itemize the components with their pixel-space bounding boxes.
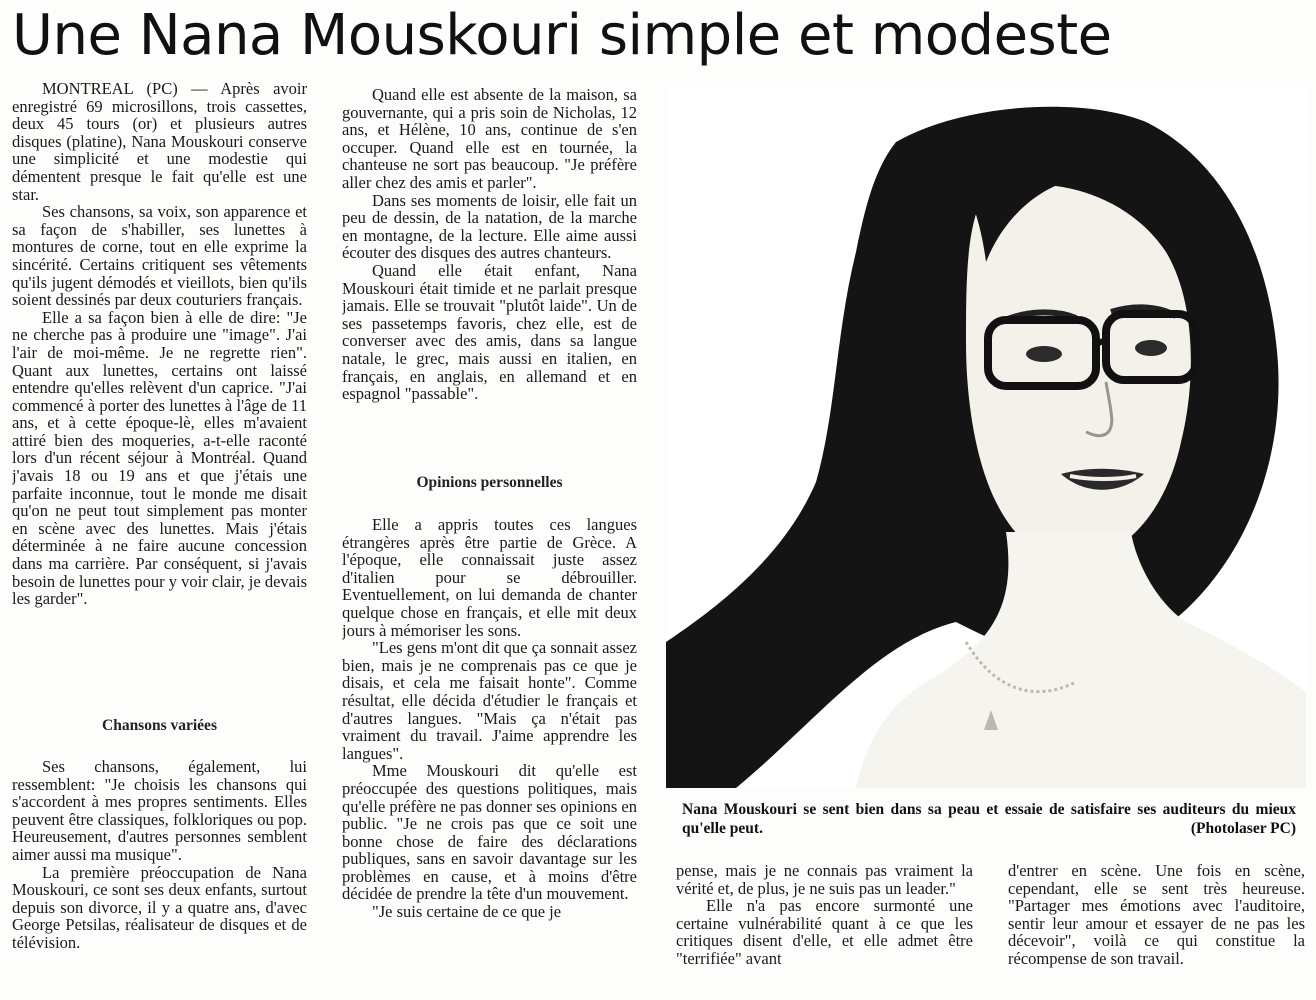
paragraph: Elle n'a pas encore surmonté une certaine vulnérabilité quant à ce que les critiques disent d'elle, et elle admet être "terrifiée" avant <box>676 896 973 968</box>
paragraph: "Je suis certaine de ce que je <box>372 902 562 922</box>
paragraph: Quand elle était enfant, Nana Mouskouri était timide et ne parlait presque jamais. Elle se trouvait "plutôt laide". Un de ses passetemps favoris, chez elle, est de converser avec des amis, dans sa langue natale, le grec, mais aussi en italien, en français, en anglais, en allemand et en espagnol "passable". <box>342 260 637 404</box>
paragraph: pense, mais je ne connais pas vraiment la vérité et, de plus, je ne suis pas un leader." <box>676 862 973 898</box>
subheading-chansons-variees: Chansons variées <box>102 717 217 734</box>
paragraph: Ses chansons, sa voix, son apparence et sa façon de s'habiller, ses lunettes à montures de corne, tout en elle exprime la sincérité. Certains critiquent ses vêtements qu'ils jugent démodés et vieillots, bien qu'ils soient dessinés par deux couturiers français. <box>12 202 307 310</box>
article-column-1-continued <box>12 758 307 996</box>
paragraph: "Les gens m'ont dit que ça sonnait assez bien, mais je ne comprenais pas ce que je disais, et cela me faisait honte". Comme résultat, elle décida d'étudier le français et d'autres langues. "Mais ça n'était pas vraiment du travail. J'aime apprendre les langues". <box>342 638 637 763</box>
article-column-2-continued <box>342 516 637 994</box>
paragraph: Dans ses moments de loisir, elle fait un peu de dessin, de la natation, de la marche en montagne, de la lecture. Elle aime aussi écouter des disques des autres chanteurs. <box>342 190 637 263</box>
portrait-photo <box>666 82 1306 788</box>
paragraph: La première préoccupation de Nana Mouskouri, ce sont ses deux enfants, surtout depuis son divorce, il y a quatre ans, d'avec George Petsilas, réalisateur de disques et de télévision. <box>12 862 307 952</box>
paragraph: Elle a appris toutes ces langues étrangères après être partie de Grèce. A l'époque, elle connaissait juste assez d'italien pour se débrouiller. Eventuellement, on lui demanda de chanter quelque chose en français, et elle mit deux jours à mémoriser les sons. <box>342 516 637 640</box>
paragraph: d'entrer en scène. Une fois en scène, cependant, elle se sent très heureuse. "Partager mes émotions avec l'auditoire, sentir leur amour et essayer de ne pas les décevoir", voilà ce qui constitue la récompense de son travail. <box>1008 862 1305 968</box>
caption-text: Nana Mouskouri se sent bien dans sa peau et essaie de satisfaire ses auditeurs du mieux qu'elle peut. <box>682 801 1296 837</box>
portrait-illustration <box>666 82 1306 788</box>
headline: Une Nana Mouskouri simple et modeste <box>12 3 1112 68</box>
article-column-3 <box>676 862 973 996</box>
paragraph: Quand elle est absente de la maison, sa gouvernante, qui a pris soin de Nicholas, 12 ans, et Hélène, 10 ans, continue de s'en occuper. Quand elle est en tournée, la chanteuse ne sort pas beaucoup. "Je préfère aller chez des amis et parler". <box>342 86 637 192</box>
paragraph: MONTREAL (PC) — Après avoir enregistré 69 microsillons, trois cassettes, deux 45 tours (or) et plusieurs autres disques (platine), Nana Mouskouri conserve une simplicité et une modestie qui démentent presque le fait qu'elle est une star. <box>12 80 307 204</box>
article-column-4 <box>1008 862 1305 996</box>
photo-credit: (Photolaser PC) <box>1190 820 1296 837</box>
paragraph: Elle a sa façon bien à elle de dire: "Je ne cherche pas à produire une "image". J'ai l'air de moi-même. Je ne regrette rien". Quant aux lunettes, certains ont laissé entendre qu'elles relèvent d'un caprice. "J'ai commencé à porter des lunettes à l'âge de 11 ans, et à cette époque-lè, elles m'avaient attiré bien des moqueries, a-t-elle raconté lors d'un récent séjour à Montréal. Quand j'avais 18 ou 19 ans et que j'étais une parfaite inconnue, tout le monde me disait qu'on ne peut tout simplement pas monter en scène avec des lunettes. Mais j'étais déterminée à ne faire aucune concession dans ma carrière. Par conséquent, si j'avais besoin de lunettes pour y voir clair, je devais les garder". <box>12 307 307 609</box>
article-column-2 <box>342 86 637 462</box>
paragraph: Ses chansons, également, lui ressemblent: "Je choisis les chansons qui s'accordent à mes propres sentiments. Elles peuvent être classiques, folkloriques ou pop. Heureusement, d'autres personnes semblent aimer aussi ma musique". <box>12 758 307 864</box>
subheading-opinions-personnelles: Opinions personnelles <box>416 474 563 491</box>
paragraph: Mme Mouskouri dit qu'elle est préoccupée des questions politiques, mais qu'elle préfère ne pas donner ses opinions en public. "Je ne crois pas que ce soit une bonne chose de faire des déclarations publiques, sans en savoir davantage sur les problèmes en cause, et à moins d'être décidée de prendre la tête d'un mouvement. <box>342 761 637 904</box>
photo-caption <box>682 800 1296 844</box>
